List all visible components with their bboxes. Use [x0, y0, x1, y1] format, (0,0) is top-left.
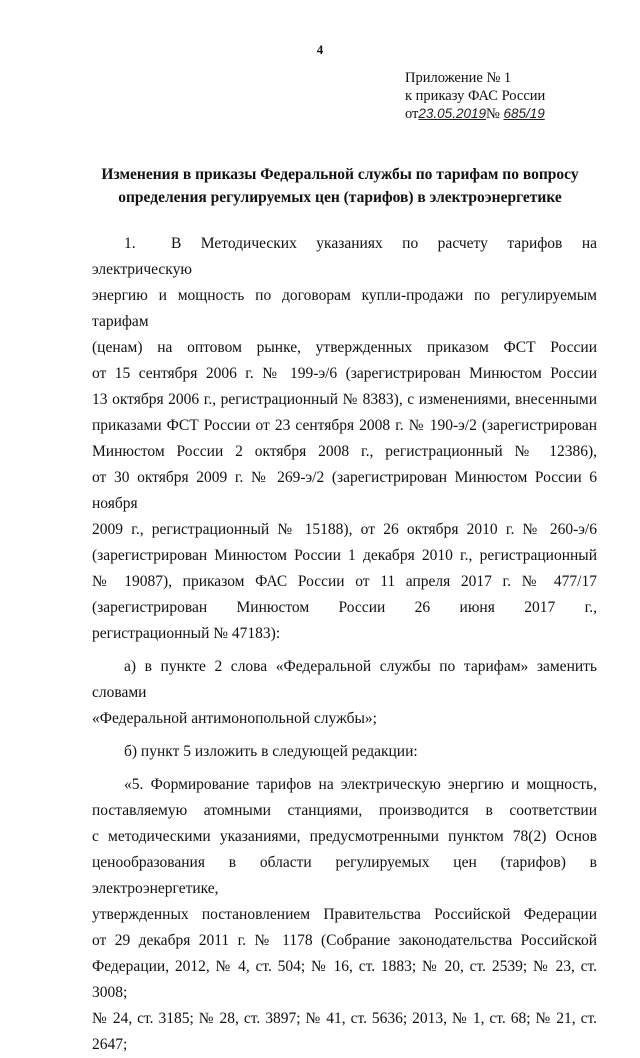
date-prefix: от [405, 106, 419, 122]
text-line: утвержденных постановлением Правительства Российской Федерации [92, 906, 597, 923]
text-line: поставляемую атомными станциями, производится в соответствии [92, 802, 597, 819]
text-line: Минюстом России 2 октября 2008 г., регистрационный № 12386), [92, 443, 597, 460]
text-line: энергию и мощность по договорам купли-продажи по регулируемым тарифам [92, 287, 597, 330]
number-prefix: № [485, 106, 500, 122]
text-line: 13 октября 2006 г., регистрационный № 8383), с изменениями, внесенными [92, 391, 597, 408]
appendix-order-ref: к приказу ФАС России [405, 88, 546, 104]
text-line: от 29 декабря 2011 г. № 1178 (Собрание законодательства Российской [92, 932, 597, 949]
title-line: Изменения в приказы Федеральной службы по тарифам по вопросу [101, 166, 579, 183]
text-line: (ценам) на оптовом рынке, утвержденных приказом ФСТ России [92, 339, 597, 356]
order-date: 23.05.2019 [418, 106, 486, 121]
text-line: с методическими указаниями, предусмотренными пунктом 78(2) Основ [92, 828, 597, 845]
text-line: приказами ФСТ России от 23 сентября 2008 г. № 190-э/2 (зарегистрирован [92, 417, 597, 434]
text-line: от 30 октября 2009 г. № 269-э/2 (зарегистрирован Минюстом России 6 ноября [92, 469, 597, 512]
text-line: 1. В Методических указаниях по расчету тарифов на электрическую [92, 231, 597, 283]
title-line: определения регулируемых цен (тарифов) в электроэнергетике [118, 189, 562, 206]
text-line: (зарегистрирован Минюстом России 1 декабря 2010 г., регистрационный [92, 547, 597, 564]
document-title [70, 163, 610, 209]
item-number: 1. [124, 235, 136, 252]
text-line: регистрационный № 47183): [92, 625, 281, 642]
appendix-title: Приложение № 1 [405, 70, 512, 86]
document-body [92, 231, 597, 1058]
text-line: а) в пункте 2 слова «Федеральной службы по тарифам» заменить словами [92, 658, 597, 701]
order-number: 685/19 [503, 106, 545, 121]
text-line: от 15 сентября 2006 г. № 199-э/6 (зарегистрирован Минюстом России [92, 365, 597, 382]
text-line: № 19087), приказом ФАС России от 11 апреля 2017 г. № 477/17 [92, 573, 597, 590]
text-line: 2009 г., регистрационный № 15188), от 26 октября 2010 г. № 260-э/6 [92, 521, 597, 538]
text-line: (зарегистрирован Минюстом России 26 июня 2017 г., [92, 599, 597, 616]
appendix-date-line [405, 105, 545, 123]
text-line: ценообразования в области регулируемых цен (тарифов) в электроэнергетике, [92, 854, 597, 897]
text-line: «Федеральной антимонопольной службы»; [92, 710, 377, 727]
text-line: «5. Формирование тарифов на электрическую энергию и мощность, [124, 776, 597, 793]
appendix-block [405, 69, 545, 123]
text-line: Федерации, 2012, № 4, ст. 504; № 16, ст. 1883; № 20, ст. 2539; № 23, ст. 3008; [92, 958, 597, 1001]
page-number: 4 [316, 42, 324, 57]
text-line: № 24, ст. 3185; № 28, ст. 3897; № 41, ст. 5636; 2013, № 1, ст. 68; № 21, ст. 2647; [92, 1010, 597, 1053]
text-line: б) пункт 5 изложить в следующей редакции: [124, 743, 418, 760]
